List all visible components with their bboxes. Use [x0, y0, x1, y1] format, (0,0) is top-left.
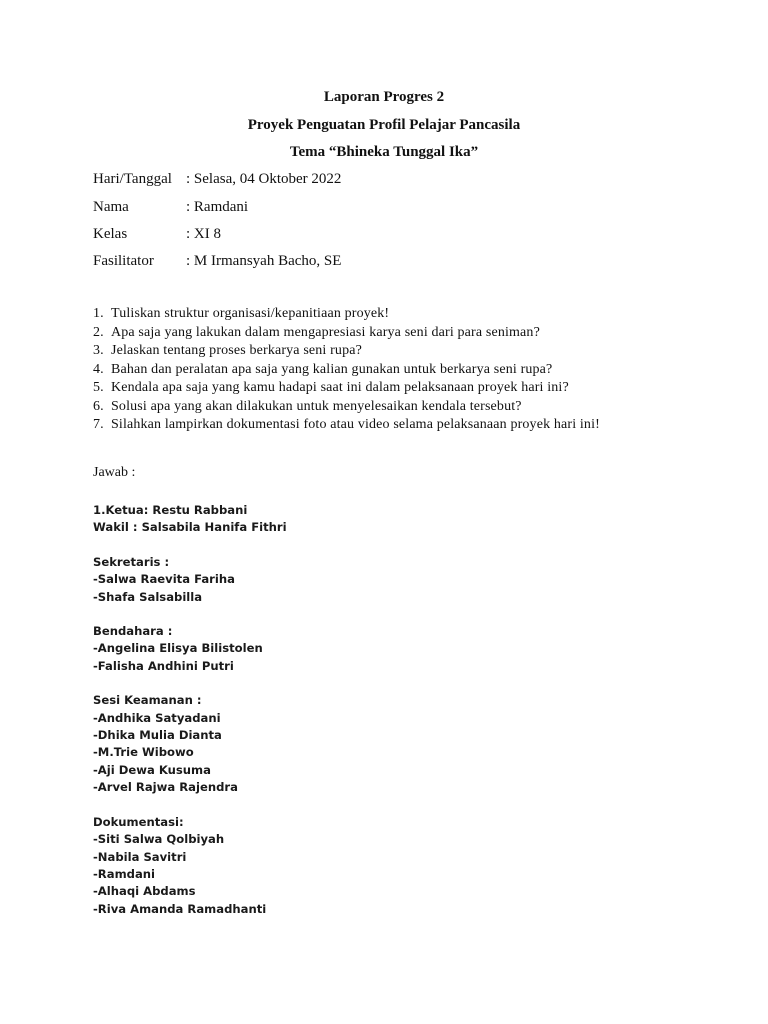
- question-number: 1.: [93, 306, 104, 321]
- question-text: Apa saja yang lakukan dalam mengapresiasi karya seni dari para seniman?: [111, 324, 540, 340]
- info-value: : Ramdani: [186, 199, 249, 215]
- question-text: Bahan dan peralatan apa saja yang kalian gunakan untuk berkarya seni rupa?: [111, 361, 553, 377]
- info-value: : M Irmansyah Bacho, SE: [186, 253, 342, 269]
- question-item: [93, 361, 600, 380]
- answer-line: -Ramdani: [93, 866, 155, 881]
- info-label: Nama: [93, 199, 129, 215]
- answer-line: -Alhaqi Abdams: [93, 884, 196, 899]
- answer-group-dokumentasi: [93, 814, 287, 918]
- answer-line: Bendahara :: [93, 624, 173, 639]
- answer-line: -Andhika Satyadani: [93, 710, 221, 725]
- answer-line: -M.Trie Wibowo: [93, 745, 194, 760]
- answer-line: -Shafa Salsabilla: [93, 589, 203, 604]
- answer-line: 1.Ketua: Restu Rabbani: [93, 503, 248, 517]
- answer-group-bendahara: [93, 623, 287, 675]
- question-item: [93, 416, 600, 435]
- question-list: [93, 305, 600, 435]
- question-item: [93, 398, 600, 417]
- answer-heading: Jawab :: [93, 465, 136, 480]
- answer-line: -Riva Amanda Ramadhanti̇: [93, 901, 267, 916]
- answer-line: -Angelina Elisya Bilistolen: [93, 641, 263, 656]
- info-value: : Selasa, 04 Oktober 2022: [186, 171, 342, 187]
- question-text: Solusi apa yang akan dilakukan untuk menyelesaikan kendala tersebut?: [111, 398, 522, 414]
- question-text: Tuliskan struktur organisasi/kepanitiaan proyek!: [111, 306, 390, 321]
- question-item: [93, 324, 600, 343]
- theme-title: Tema “Bhineka Tunggal Ika”: [289, 144, 479, 160]
- question-number: 3.: [93, 343, 104, 358]
- info-label: Fasilitator: [93, 253, 154, 269]
- question-number: 5.: [93, 380, 104, 395]
- answer-line: -Dhika Mulia Dianta: [93, 728, 222, 743]
- answer-group-keamanan: [93, 692, 287, 796]
- project-title: Proyek Penguatan Profil Pelajar Pancasila: [247, 117, 521, 133]
- question-text: Kendala apa saja yang kamu hadapi saat ini dalam pelaksanaan proyek hari ini?: [111, 380, 569, 395]
- question-number: 2.: [93, 324, 104, 340]
- question-text: Jelaskan tentang proses berkarya seni rupa?: [111, 343, 362, 358]
- answer-line: -Salwa Raevita Fariha: [93, 572, 235, 587]
- report-title: Laporan Progres 2: [323, 89, 445, 105]
- info-label: Hari/Tanggal: [93, 171, 172, 187]
- question-item: [93, 379, 600, 398]
- question-item: [93, 305, 600, 324]
- answer-line: Sekretaris :: [93, 554, 170, 569]
- answer-line: Dokumentasi:: [93, 814, 184, 829]
- answer-line: -Nabila Savitri: [93, 849, 187, 864]
- question-number: 7.: [93, 417, 104, 432]
- answer-line: Sesi Keamanan :: [93, 693, 202, 708]
- info-label: Kelas: [93, 226, 128, 242]
- question-number: 4.: [93, 361, 104, 377]
- question-item: [93, 342, 600, 361]
- answer-line: -Falisha Andhini Putri: [93, 658, 234, 673]
- answer-section: [93, 502, 287, 935]
- info-value: : XI 8: [186, 226, 221, 242]
- answer-line: -Aji Dewa Kusuma: [93, 762, 211, 777]
- question-text: Silahkan lampirkan dokumentasi foto atau video selama pelaksanaan proyek hari ini!: [111, 417, 600, 432]
- answer-line: -Arvel Rajwa Rajendra: [93, 780, 238, 795]
- question-number: 6.: [93, 398, 104, 414]
- answer-line: -Siti̇ Salwa Qolbiyah: [93, 832, 225, 847]
- answer-group-sekretaris: [93, 554, 287, 606]
- answer-line: Wakil : Salsabila Hanifa Fithri: [93, 520, 287, 535]
- answer-group-leaders: [93, 502, 287, 537]
